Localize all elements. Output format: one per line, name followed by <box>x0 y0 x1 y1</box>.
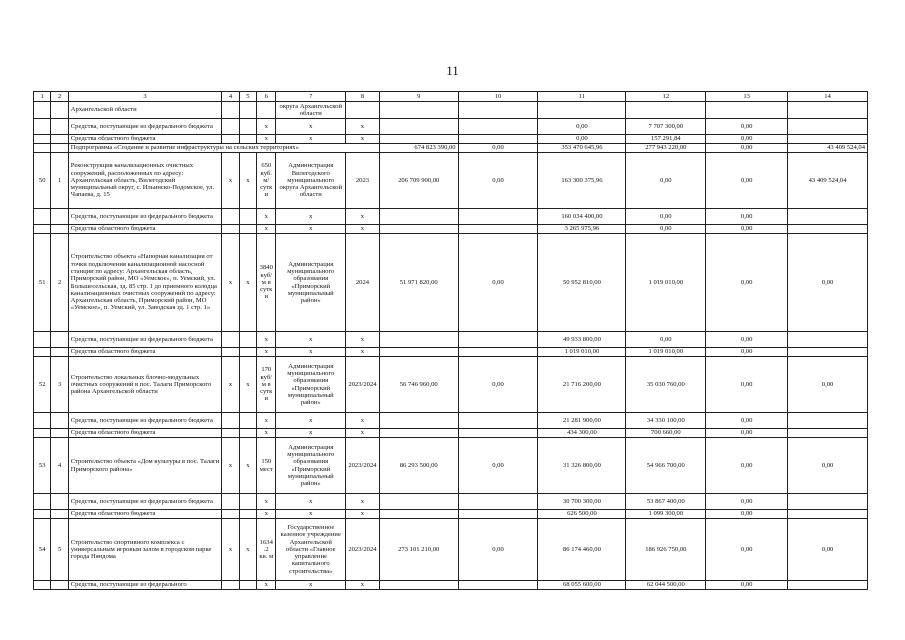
customer-cell: Администрация муниципального образования «Приморский муниципальный район» <box>276 438 346 494</box>
value-cell <box>788 225 868 234</box>
customer-cell: Администрация Вилегодского муниципального округа Архангельской области <box>276 153 346 209</box>
project-name-cell: Реконструкция канализационных очистных сооружений, расположенных по адресу: Архангельская область, Вилегодский муниципальный округ, с. Ильинско-Подомское, ул. Чапаева, д. 15 <box>68 153 221 209</box>
empty-cell <box>222 119 239 135</box>
row-number-cell <box>34 581 51 590</box>
empty-cell <box>222 225 239 234</box>
project-row <box>34 519 868 581</box>
column-number-5: 5 <box>239 92 256 102</box>
value-cell: 0,00 <box>706 413 788 429</box>
funding-source-row <box>34 135 868 144</box>
not-applicable-cell: х <box>346 135 380 144</box>
year-cell: 2023/2024 <box>346 519 380 581</box>
value-cell: 0,00 <box>706 510 788 519</box>
value-cell: 0,00 <box>706 519 788 581</box>
not-applicable-cell: х <box>257 135 276 144</box>
empty-cell <box>239 135 256 144</box>
value-cell: 0,00 <box>626 153 706 209</box>
value-cell <box>788 581 868 590</box>
empty-cell <box>222 413 239 429</box>
customer-cell: Государственное казенное учреждение Архангельской области «Главное управление капитального строительства» <box>276 519 346 581</box>
not-applicable-cell: х <box>276 135 346 144</box>
value-cell: 0,00 <box>706 438 788 494</box>
item-number-cell: 4 <box>51 438 68 494</box>
year-cell: 2023/2024 <box>346 438 380 494</box>
value-cell: 0,00 <box>706 153 788 209</box>
value-cell: х <box>239 438 256 494</box>
value-cell <box>788 135 868 144</box>
not-applicable-cell: х <box>257 581 276 590</box>
value-cell <box>458 135 538 144</box>
total-cost-cell <box>379 494 458 510</box>
value-cell: 0,00 <box>458 234 538 332</box>
continuation-row <box>34 102 868 119</box>
item-number-cell <box>51 581 68 590</box>
value-cell <box>788 494 868 510</box>
value-cell: 0,00 <box>626 332 706 348</box>
column-number-11: 11 <box>538 92 626 102</box>
funding-source-row <box>34 413 868 429</box>
empty-cell <box>222 429 239 438</box>
empty-cell <box>239 225 256 234</box>
value-cell: 0,00 <box>706 135 788 144</box>
column-number-14: 14 <box>788 92 868 102</box>
not-applicable-cell: х <box>346 119 380 135</box>
value-cell: 0,00 <box>706 494 788 510</box>
item-number-cell: 5 <box>51 519 68 581</box>
value-cell <box>458 225 538 234</box>
value-cell: 163 300 375,96 <box>538 153 626 209</box>
total-cost-cell <box>379 581 458 590</box>
not-applicable-cell: х <box>346 348 380 357</box>
value-cell: 700 660,00 <box>626 429 706 438</box>
value-cell: 0,00 <box>706 581 788 590</box>
item-number-cell <box>51 225 68 234</box>
value-cell: 50 952 810,00 <box>538 234 626 332</box>
not-applicable-cell: х <box>276 225 346 234</box>
value-cell: х <box>222 234 239 332</box>
empty-cell <box>222 209 239 225</box>
empty-cell <box>222 581 239 590</box>
value-cell: 0,00 <box>626 209 706 225</box>
column-number-4: 4 <box>222 92 239 102</box>
funding-source-label: Средства, поступающие из федерального бюджета <box>68 209 221 225</box>
empty-cell <box>706 102 788 119</box>
capacity-cell: 650 куб. м/сутки <box>257 153 276 209</box>
value-cell: 0,00 <box>458 153 538 209</box>
value-cell: 0,00 <box>706 225 788 234</box>
value-cell: 1 019 010,00 <box>626 234 706 332</box>
row-number-cell: 52 <box>34 357 51 413</box>
empty-cell <box>239 348 256 357</box>
value-cell <box>458 332 538 348</box>
value-cell <box>458 348 538 357</box>
customer-cell: округа Архангельской области <box>276 102 346 119</box>
item-number-cell <box>51 429 68 438</box>
total-cost-cell <box>379 413 458 429</box>
not-applicable-cell: х <box>346 413 380 429</box>
funding-source-label: Средства областного бюджета <box>68 429 221 438</box>
project-name-cell: Строительство локальных блочно-модульных очистных сооружений в пос. Талаги Приморского района Архангельской области <box>68 357 221 413</box>
empty-cell <box>222 102 239 119</box>
not-applicable-cell: х <box>346 332 380 348</box>
funding-source-row <box>34 348 868 357</box>
value-cell: 0,00 <box>706 144 788 153</box>
empty-cell <box>222 332 239 348</box>
value-cell: 186 926 750,00 <box>626 519 706 581</box>
value-cell: 86 174 460,00 <box>538 519 626 581</box>
value-cell <box>458 209 538 225</box>
funding-source-row <box>34 332 868 348</box>
value-cell <box>788 510 868 519</box>
item-number-cell <box>51 494 68 510</box>
item-number-cell <box>51 144 68 153</box>
column-number-12: 12 <box>626 92 706 102</box>
row-number-cell <box>34 135 51 144</box>
value-cell: 0,00 <box>788 438 868 494</box>
item-number-cell <box>51 413 68 429</box>
value-cell: 0,00 <box>706 348 788 357</box>
empty-cell <box>239 413 256 429</box>
empty-cell <box>239 209 256 225</box>
funding-source-label: Средства, поступающие из федерального бюджета <box>68 494 221 510</box>
value-cell: 62 044 500,00 <box>626 581 706 590</box>
not-applicable-cell: х <box>346 581 380 590</box>
total-cost-cell: 56 746 960,00 <box>379 357 458 413</box>
value-cell: 3 265 975,96 <box>538 225 626 234</box>
total-cost-cell: 206 709 900,00 <box>379 153 458 209</box>
column-number-13: 13 <box>706 92 788 102</box>
column-number-6: 6 <box>257 92 276 102</box>
empty-cell <box>538 102 626 119</box>
item-number-cell <box>51 119 68 135</box>
page-number: 11 <box>446 63 459 78</box>
funding-source-row <box>34 119 868 135</box>
not-applicable-cell: х <box>276 119 346 135</box>
value-cell: 434 300,00 <box>538 429 626 438</box>
value-cell <box>458 429 538 438</box>
total-cost-cell <box>379 135 458 144</box>
value-cell: х <box>222 357 239 413</box>
item-number-cell <box>51 102 68 119</box>
funding-source-label: Средства, поступающие из федерального бюджета <box>68 413 221 429</box>
item-number-cell <box>51 332 68 348</box>
not-applicable-cell: х <box>257 348 276 357</box>
value-cell: 0,00 <box>538 119 626 135</box>
customer-cell: Администрация муниципального образования «Приморский муниципальный район» <box>276 234 346 332</box>
column-number-8: 8 <box>346 92 380 102</box>
value-cell: х <box>239 357 256 413</box>
value-cell: х <box>222 438 239 494</box>
not-applicable-cell: х <box>276 348 346 357</box>
value-cell <box>788 348 868 357</box>
value-cell: 68 055 600,00 <box>538 581 626 590</box>
empty-cell <box>239 102 256 119</box>
empty-cell <box>379 102 458 119</box>
total-cost-cell <box>379 429 458 438</box>
row-number-cell <box>34 332 51 348</box>
value-cell: 30 700 300,00 <box>538 494 626 510</box>
value-cell: 0,00 <box>706 209 788 225</box>
subprogram-label: Подпрограмма «Создание и развитие инфраструктуры на сельских территориях» <box>68 144 379 153</box>
project-name-cell: Строительство спортивного комплекса с универсальным игровым залом в городском парке города Няндома <box>68 519 221 581</box>
row-number-cell <box>34 429 51 438</box>
funding-source-row <box>34 581 868 590</box>
empty-cell <box>239 510 256 519</box>
funding-source-label: Средства, поступающие из федерального <box>68 581 221 590</box>
value-cell <box>458 510 538 519</box>
not-applicable-cell: х <box>257 494 276 510</box>
value-cell: 21 716 200,00 <box>538 357 626 413</box>
not-applicable-cell: х <box>276 429 346 438</box>
funding-source-row <box>34 209 868 225</box>
value-cell: 0,00 <box>706 429 788 438</box>
row-number-cell <box>34 510 51 519</box>
column-number-2: 2 <box>51 92 68 102</box>
project-row <box>34 438 868 494</box>
empty-cell <box>222 494 239 510</box>
capacity-cell: 1634.2 кв. м <box>257 519 276 581</box>
empty-cell <box>222 135 239 144</box>
value-cell: 1 019 010,00 <box>626 348 706 357</box>
empty-cell <box>239 429 256 438</box>
row-number-cell: 50 <box>34 153 51 209</box>
funding-source-row <box>34 510 868 519</box>
value-cell: 160 034 400,00 <box>538 209 626 225</box>
value-cell: х <box>239 234 256 332</box>
row-number-cell <box>34 209 51 225</box>
not-applicable-cell: х <box>276 413 346 429</box>
column-number-10: 10 <box>458 92 538 102</box>
not-applicable-cell: х <box>276 581 346 590</box>
column-number-7: 7 <box>276 92 346 102</box>
project-name-cell: Строительство объекта «Дом культуры в пос. Талаги Приморского района» <box>68 438 221 494</box>
funding-source-row <box>34 429 868 438</box>
value-cell: 0,00 <box>706 234 788 332</box>
value-cell <box>788 413 868 429</box>
value-cell: 53 867 400,00 <box>626 494 706 510</box>
year-cell: 2023/2024 <box>346 357 380 413</box>
customer-cell: Администрация муниципального образования «Приморский муниципальный район» <box>276 357 346 413</box>
not-applicable-cell: х <box>257 209 276 225</box>
item-number-cell <box>51 348 68 357</box>
project-row <box>34 153 868 209</box>
not-applicable-cell: х <box>276 510 346 519</box>
value-cell <box>788 119 868 135</box>
empty-cell <box>222 348 239 357</box>
empty-cell <box>239 494 256 510</box>
year-cell: 2023 <box>346 153 380 209</box>
item-number-cell <box>51 135 68 144</box>
value-cell: 49 933 800,00 <box>538 332 626 348</box>
value-cell: х <box>222 519 239 581</box>
value-cell <box>788 209 868 225</box>
not-applicable-cell: х <box>257 332 276 348</box>
empty-cell <box>239 332 256 348</box>
header-row <box>34 92 868 102</box>
item-number-cell: 1 <box>51 153 68 209</box>
funding-source-row <box>34 225 868 234</box>
not-applicable-cell: х <box>276 209 346 225</box>
not-applicable-cell: х <box>346 225 380 234</box>
capacity-cell: 3840 куб/м в сутки <box>257 234 276 332</box>
total-cost-cell <box>379 510 458 519</box>
value-cell: 0,00 <box>706 332 788 348</box>
not-applicable-cell: х <box>346 510 380 519</box>
value-cell: 0,00 <box>788 357 868 413</box>
not-applicable-cell: х <box>276 494 346 510</box>
total-cost-cell <box>379 332 458 348</box>
value-cell: 0,00 <box>788 234 868 332</box>
funding-source-label: Средства, поступающие из федерального бюджета <box>68 332 221 348</box>
project-name-cell: Строительство объекта «Напорная канализация от точки подключения канализационной насосной станции по адресу: Архангельская область, Приморский район, МО «Уемское», п. Уемский, ул. Большесельская, зд. 85 стр. 1 до приемного колодца канализационных очистных сооружений по адресу: Архангельская область, Приморский район, МО «Уемское», п. Уемский, ул. Заводская зд. 1 стр. 1» <box>68 234 221 332</box>
value-cell <box>458 413 538 429</box>
item-number-cell <box>51 510 68 519</box>
year-cell: 2024 <box>346 234 380 332</box>
column-number-9: 9 <box>379 92 458 102</box>
not-applicable-cell: х <box>346 429 380 438</box>
not-applicable-cell: х <box>257 413 276 429</box>
value-cell: 626 500,00 <box>538 510 626 519</box>
subprogram-row <box>34 144 868 153</box>
total-cost-cell: 86 293 500,00 <box>379 438 458 494</box>
value-cell <box>458 494 538 510</box>
total-cost-cell <box>379 119 458 135</box>
not-applicable-cell: х <box>257 429 276 438</box>
total-cost-cell <box>379 348 458 357</box>
value-cell: 0,00 <box>458 438 538 494</box>
item-number-cell: 3 <box>51 357 68 413</box>
value-cell <box>788 332 868 348</box>
empty-cell <box>239 581 256 590</box>
row-number-cell <box>34 494 51 510</box>
value-cell: 35 030 760,00 <box>626 357 706 413</box>
value-cell: 0,00 <box>538 135 626 144</box>
value-cell: 0,00 <box>626 225 706 234</box>
project-row <box>34 357 868 413</box>
row-number-cell <box>34 348 51 357</box>
column-number-3: 3 <box>68 92 221 102</box>
value-cell: 0,00 <box>458 144 538 153</box>
row-number-cell: 51 <box>34 234 51 332</box>
value-cell: 43 409 524,04 <box>788 153 868 209</box>
empty-cell <box>626 102 706 119</box>
value-cell: 0,00 <box>706 119 788 135</box>
not-applicable-cell: х <box>257 119 276 135</box>
empty-cell <box>788 102 868 119</box>
value-cell: 7 707 300,00 <box>626 119 706 135</box>
total-cost-cell: 51 971 820,00 <box>379 234 458 332</box>
value-cell: 0,00 <box>788 519 868 581</box>
capacity-cell: 170 куб/м в сутки <box>257 357 276 413</box>
total-cost-cell <box>379 225 458 234</box>
value-cell: 31 326 800,00 <box>538 438 626 494</box>
value-cell: х <box>222 153 239 209</box>
value-cell: 157 291,84 <box>626 135 706 144</box>
value-cell: 0,00 <box>458 519 538 581</box>
row-number-cell: 54 <box>34 519 51 581</box>
value-cell: 0,00 <box>458 357 538 413</box>
not-applicable-cell: х <box>257 225 276 234</box>
total-cost-cell <box>379 209 458 225</box>
row-number-cell <box>34 144 51 153</box>
empty-cell <box>222 510 239 519</box>
value-cell: 1 099 300,00 <box>626 510 706 519</box>
budget-table <box>33 91 868 590</box>
value-cell: 43 409 524,04 <box>788 144 868 153</box>
value-cell: х <box>239 153 256 209</box>
value-cell: х <box>239 519 256 581</box>
value-cell: 54 966 700,00 <box>626 438 706 494</box>
row-number-cell <box>34 119 51 135</box>
not-applicable-cell: х <box>276 332 346 348</box>
row-number-cell <box>34 225 51 234</box>
funding-source-label: Средства областного бюджета <box>68 225 221 234</box>
not-applicable-cell: х <box>346 209 380 225</box>
project-row <box>34 234 868 332</box>
empty-cell <box>458 102 538 119</box>
value-cell <box>458 581 538 590</box>
funding-source-label: Средства, поступающие из федерального бюджета <box>68 119 221 135</box>
value-cell: 277 943 220,00 <box>626 144 706 153</box>
not-applicable-cell: х <box>346 494 380 510</box>
funding-source-label: Средства областного бюджета <box>68 135 221 144</box>
total-cost-cell: 273 101 210,00 <box>379 519 458 581</box>
empty-cell <box>346 102 380 119</box>
value-cell: 1 019 010,00 <box>538 348 626 357</box>
row-number-cell <box>34 413 51 429</box>
value-cell: 0,00 <box>706 357 788 413</box>
empty-cell <box>257 102 276 119</box>
value-cell <box>788 429 868 438</box>
value-cell: 353 470 645,96 <box>538 144 626 153</box>
item-number-cell: 2 <box>51 234 68 332</box>
column-number-1: 1 <box>34 92 51 102</box>
item-number-cell <box>51 209 68 225</box>
funding-source-label: Средства областного бюджета <box>68 348 221 357</box>
empty-cell <box>239 119 256 135</box>
value-cell: 21 281 900,00 <box>538 413 626 429</box>
row-number-cell: 53 <box>34 438 51 494</box>
funding-source-label: Средства областного бюджета <box>68 510 221 519</box>
value-cell: 674 823 390,00 <box>379 144 458 153</box>
value-cell: 34 330 100,00 <box>626 413 706 429</box>
not-applicable-cell: х <box>257 510 276 519</box>
funding-source-row <box>34 494 868 510</box>
project-name-cell: Архангельской области <box>68 102 221 119</box>
row-number-cell <box>34 102 51 119</box>
value-cell <box>458 119 538 135</box>
capacity-cell: 150 мест <box>257 438 276 494</box>
